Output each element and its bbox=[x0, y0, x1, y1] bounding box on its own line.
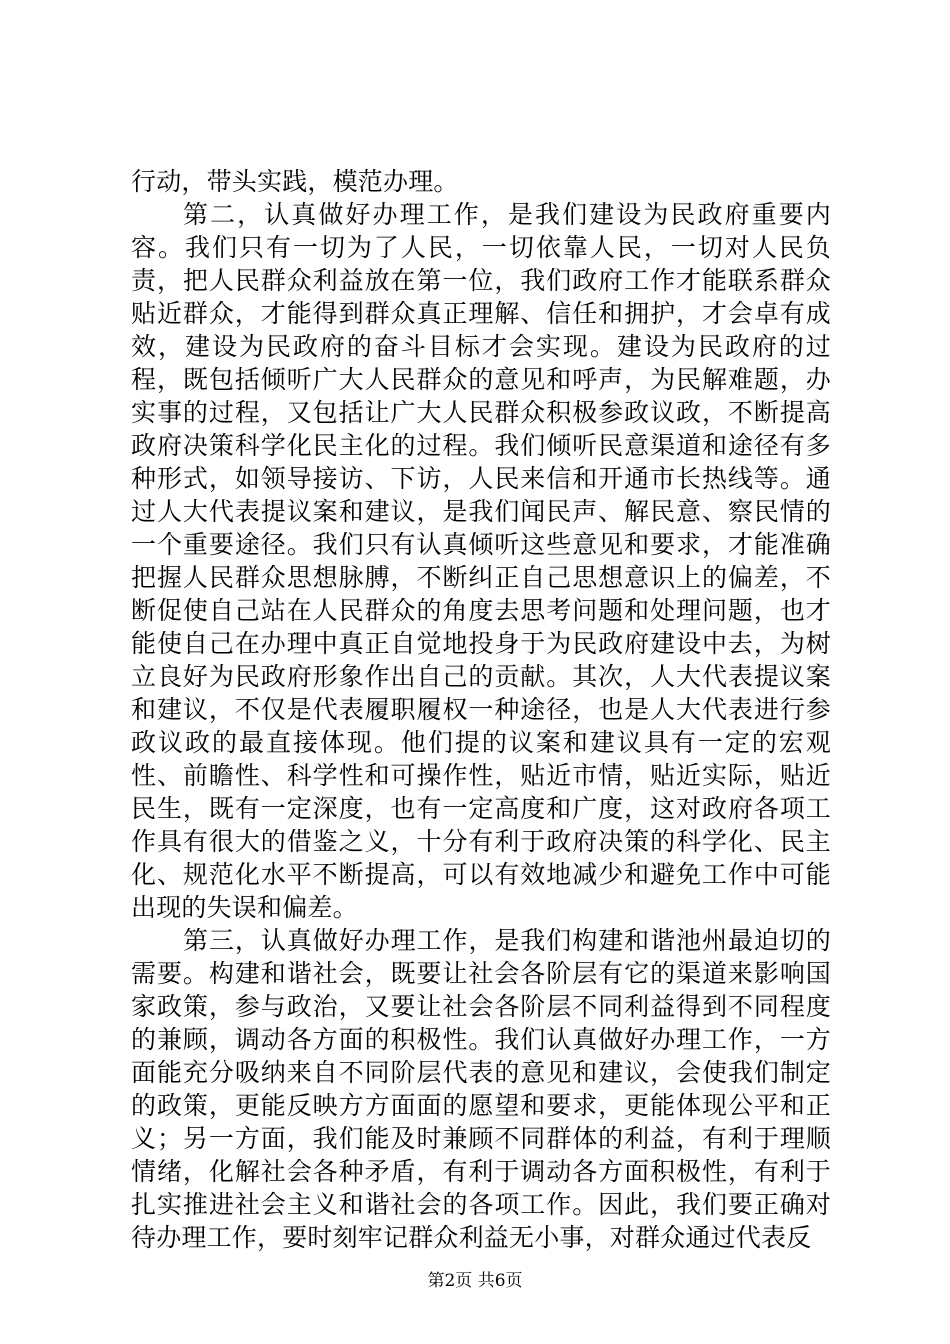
page-footer: 第2页 共6页 bbox=[427, 1271, 523, 1291]
paragraph-continuation: 行动，带头实践，模范办理。 bbox=[131, 167, 459, 196]
paragraph-third-point: 第三，认真做好办理工作，是我们构建和谐池州最迫切的需要。构建和谐社会，既要让社会各阶层有它的渠道来影响国家政策，参与政治，又要让社会各阶层不同利益得到不同程度的兼顾，调动各方面的积极性。我们认真做好办理工作，一方面能充分吸纳来自不同阶层代表的意见和建议，会使我们制定的政策，更能反映方方面面的愿望和要求，更能体现公平和正义；另一方面，我们能及时兼顾不同群体的利益，有利于理顺情绪，化解社会各种矛盾，有利于调动各方面积极性，有利于扎实推进社会主义和谐社会的各项工作。因此，我们要正确对待办理工作，要时刻牢记群众利益无小事，对群众通过代表反 bbox=[131, 926, 831, 1252]
paragraph-second-point: 第二，认真做好办理工作，是我们建设为民政府重要内容。我们只有一切为了人民，一切依靠人民，一切对人民负责，把人民群众利益放在第一位，我们政府工作才能联系群众贴近群众，才能得到群众真正理解、信任和拥护，才会卓有成效，建设为民政府的奋斗目标才会实现。建设为民政府的过程，既包括倾听广大人民群众的意见和呼声，为民解难题，办实事的过程，又包括让广大人民群众积极参政议政，不断提高政府决策科学化民主化的过程。我们倾听民意渠道和途径有多种形式，如领导接访、下访，人民来信和开通市长热线等。通过人大代表提议案和建议，是我们闻民声、解民意、察民情的一个重要途径。我们只有认真倾听这些意见和要求，才能准确把握人民群众思想脉膊，不断纠正自己思想意识上的偏差，不断促使自己站在人民群众的角度去思考问题和处理问题，也才能使自己在办理中真正自觉地投身于为民政府建设中去，为树立良好为民政府形象作出自己的贡献。其次，人大代表提议案和建议，不仅是代表履职履权一种途径，也是人大代表进行参政议政的最直接体现。他们提的议案和建议具有一定的宏观性、前瞻性、科学性和可操作性，贴近市情，贴近实际，贴近民生，既有一定深度，也有一定高度和广度，这对政府各项工作具有很大的借鉴之义，十分有利于政府决策的科学化、民主化、规范化水平不断提高，可以有效地减少和避免工作中可能出现的失误和偏差。 bbox=[131, 200, 831, 922]
document-body bbox=[131, 165, 831, 1254]
